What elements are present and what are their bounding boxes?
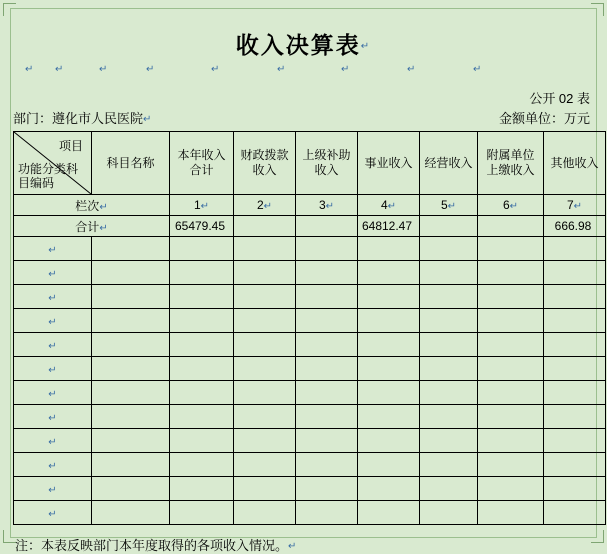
cell (420, 405, 478, 429)
cell (170, 405, 234, 429)
department-block (13, 108, 151, 127)
header-corner-cell (14, 132, 92, 195)
amount-unit: 金额单位：万元 (498, 111, 590, 126)
cell (14, 405, 92, 429)
table-row (14, 261, 606, 285)
cell (170, 309, 234, 333)
table-row (14, 357, 606, 381)
empty-paragraph-marks (11, 64, 596, 86)
paragraph-mark-icon: ↵ (48, 508, 57, 520)
cell (478, 453, 544, 477)
table-row (14, 501, 606, 525)
cell (170, 429, 234, 453)
cell (170, 261, 234, 285)
table-row (14, 285, 606, 309)
cell (358, 357, 420, 381)
header-cell-year-income-total: 本年收入 合计 (170, 132, 234, 195)
paragraph-mark-icon: ↵ (407, 64, 416, 75)
table-note-text: 注：本表反映部门本年度取得的各项收入情况。 (15, 538, 289, 553)
cell (14, 285, 92, 309)
cell (14, 237, 92, 261)
column-number-5: 5↵ (420, 195, 478, 216)
cell (420, 261, 478, 285)
public-number-text: 公开 02 表 (529, 91, 590, 106)
column-number-2: 2↵ (234, 195, 296, 216)
column-number-row (14, 195, 606, 216)
header-corner-bottom-line2: 目编码 (18, 176, 55, 190)
column-number-4: 4↵ (358, 195, 420, 216)
cell (358, 381, 420, 405)
paragraph-mark-icon: ↵ (55, 64, 64, 75)
cell (92, 381, 170, 405)
table-row (14, 453, 606, 477)
cell (420, 309, 478, 333)
paragraph-mark-icon: ↵ (263, 201, 273, 212)
cell (92, 309, 170, 333)
table-row (14, 477, 606, 501)
table-row (14, 309, 606, 333)
cell (296, 237, 358, 261)
cell (358, 453, 420, 477)
cell (234, 237, 296, 261)
cell (14, 357, 92, 381)
paragraph-mark-icon: ↵ (509, 201, 519, 212)
cell (544, 405, 606, 429)
total-fiscal-appropriation (234, 216, 296, 237)
department-label: 部门： (13, 111, 53, 126)
cell (420, 285, 478, 309)
cell (296, 285, 358, 309)
cell (92, 285, 170, 309)
table-row (14, 333, 606, 357)
total-operating-income (420, 216, 478, 237)
paragraph-mark-icon: ↵ (48, 388, 57, 400)
cell (296, 429, 358, 453)
cell (358, 333, 420, 357)
cell (358, 405, 420, 429)
total-row-label: 合计↵ (14, 216, 170, 237)
table-row (14, 429, 606, 453)
header-cell-operating-income: 经营收入 (420, 132, 478, 195)
cell (478, 237, 544, 261)
cell (296, 357, 358, 381)
cell (358, 285, 420, 309)
cell (478, 285, 544, 309)
cell (92, 357, 170, 381)
cell (296, 309, 358, 333)
cell (234, 261, 296, 285)
cell (170, 333, 234, 357)
header-corner-top-label: 项目 (58, 139, 83, 153)
paragraph-mark-icon: ↵ (99, 201, 108, 213)
header-corner-bottom-line1: 功能分类科 (18, 162, 79, 176)
cell (92, 405, 170, 429)
table-header-row (14, 132, 606, 195)
cell (420, 453, 478, 477)
cell (420, 357, 478, 381)
public-number-line (11, 88, 596, 106)
column-number-6: 6↵ (478, 195, 544, 216)
cell (170, 357, 234, 381)
total-affiliated-unit-payment (478, 216, 544, 237)
paragraph-mark-icon: ↵ (48, 268, 57, 280)
cell (478, 381, 544, 405)
paragraph-mark-icon: ↵ (387, 201, 397, 212)
cell (296, 453, 358, 477)
cell (358, 429, 420, 453)
cell (14, 381, 92, 405)
paragraph-mark-icon: ↵ (48, 436, 57, 448)
cell (544, 261, 606, 285)
cell (170, 477, 234, 501)
cell (14, 261, 92, 285)
cell (478, 429, 544, 453)
cell (420, 237, 478, 261)
header-cell-superior-subsidy: 上级补助 收入 (296, 132, 358, 195)
cell (170, 285, 234, 309)
paragraph-mark-icon: ↵ (325, 201, 335, 212)
paragraph-mark-icon: ↵ (25, 64, 34, 75)
cell (14, 501, 92, 525)
header-cell-business-income: 事业收入 (358, 132, 420, 195)
paragraph-mark-icon: ↵ (143, 114, 152, 126)
cell (358, 261, 420, 285)
document-content (11, 9, 599, 553)
paragraph-mark-icon: ↵ (48, 316, 57, 328)
cell (544, 477, 606, 501)
cell (92, 333, 170, 357)
paragraph-mark-icon: ↵ (447, 201, 457, 212)
cell (92, 453, 170, 477)
cell (296, 501, 358, 525)
cell (544, 237, 606, 261)
cell (14, 453, 92, 477)
column-number-label: 栏次↵ (14, 195, 170, 216)
cell (92, 429, 170, 453)
paragraph-mark-icon: ↵ (360, 41, 372, 52)
department-name: 遵化市人民医院 (52, 111, 144, 126)
paragraph-mark-icon: ↵ (473, 64, 482, 75)
page-title-text: 收入决算表 (235, 33, 361, 59)
cell (92, 261, 170, 285)
paragraph-mark-icon: ↵ (48, 340, 57, 352)
paragraph-mark-icon: ↵ (99, 64, 108, 75)
cell (14, 309, 92, 333)
header-cell-other-income: 其他收入 (544, 132, 606, 195)
cell (358, 477, 420, 501)
cell (234, 405, 296, 429)
paragraph-mark-icon: ↵ (573, 201, 583, 212)
paragraph-mark-icon: ↵ (48, 292, 57, 304)
table-row (14, 381, 606, 405)
total-other-income: 666.98 (544, 216, 606, 237)
cell (478, 501, 544, 525)
cell (358, 309, 420, 333)
cell (296, 333, 358, 357)
cell (234, 309, 296, 333)
total-row (14, 216, 606, 237)
cell (544, 309, 606, 333)
column-number-1: 1↵ (170, 195, 234, 216)
column-number-3: 3↵ (296, 195, 358, 216)
paragraph-mark-icon: ↵ (277, 64, 286, 75)
header-cell-fiscal-appropriation: 财政拨款 收入 (234, 132, 296, 195)
cell (234, 381, 296, 405)
cell (544, 285, 606, 309)
cell (14, 333, 92, 357)
cell (170, 237, 234, 261)
cell (544, 501, 606, 525)
cell (14, 477, 92, 501)
cell (234, 333, 296, 357)
page-title (11, 27, 596, 60)
cell (92, 237, 170, 261)
table-row (14, 237, 606, 261)
cell (92, 477, 170, 501)
cell (420, 429, 478, 453)
cell (420, 477, 478, 501)
header-cell-affiliated-unit-payment: 附属单位 上缴收入 (478, 132, 544, 195)
cell (478, 261, 544, 285)
total-year-income-total: 65479.45 (170, 216, 234, 237)
header-cell-subject-name: 科目名称 (92, 132, 170, 195)
cell (170, 381, 234, 405)
cell (420, 381, 478, 405)
cell (92, 501, 170, 525)
cell (544, 357, 606, 381)
cell (478, 405, 544, 429)
cell (234, 285, 296, 309)
paragraph-mark-icon: ↵ (200, 201, 210, 212)
cell (544, 333, 606, 357)
cell (478, 357, 544, 381)
cell (358, 237, 420, 261)
cell (14, 429, 92, 453)
paragraph-mark-icon: ↵ (99, 222, 108, 234)
total-business-income: 64812.47 (358, 216, 420, 237)
cell (234, 429, 296, 453)
table-row (14, 405, 606, 429)
cell (478, 333, 544, 357)
cell (234, 453, 296, 477)
cell (420, 501, 478, 525)
cell (234, 477, 296, 501)
cell (296, 261, 358, 285)
paragraph-mark-icon: ↵ (211, 64, 220, 75)
cell (170, 453, 234, 477)
paragraph-mark-icon: ↵ (48, 244, 57, 256)
table-note (15, 535, 596, 554)
cell (296, 477, 358, 501)
cell (544, 429, 606, 453)
paragraph-mark-icon: ↵ (48, 484, 57, 496)
paragraph-mark-icon: ↵ (146, 64, 155, 75)
cell (478, 477, 544, 501)
column-number-7: 7↵ (544, 195, 606, 216)
paragraph-mark-icon: ↵ (48, 412, 57, 424)
department-line (11, 108, 596, 128)
cell (478, 309, 544, 333)
cell (420, 333, 478, 357)
cell (544, 381, 606, 405)
cell (170, 501, 234, 525)
paragraph-mark-icon: ↵ (288, 541, 297, 553)
cell (544, 453, 606, 477)
cell (234, 357, 296, 381)
paragraph-mark-icon: ↵ (48, 364, 57, 376)
header-corner-bottom-label (18, 162, 78, 190)
income-final-accounts-table (13, 131, 606, 525)
cell (234, 501, 296, 525)
paragraph-mark-icon: ↵ (48, 460, 57, 472)
paragraph-mark-icon: ↵ (341, 64, 350, 75)
cell (358, 501, 420, 525)
cell (296, 381, 358, 405)
cell (296, 405, 358, 429)
total-superior-subsidy (296, 216, 358, 237)
